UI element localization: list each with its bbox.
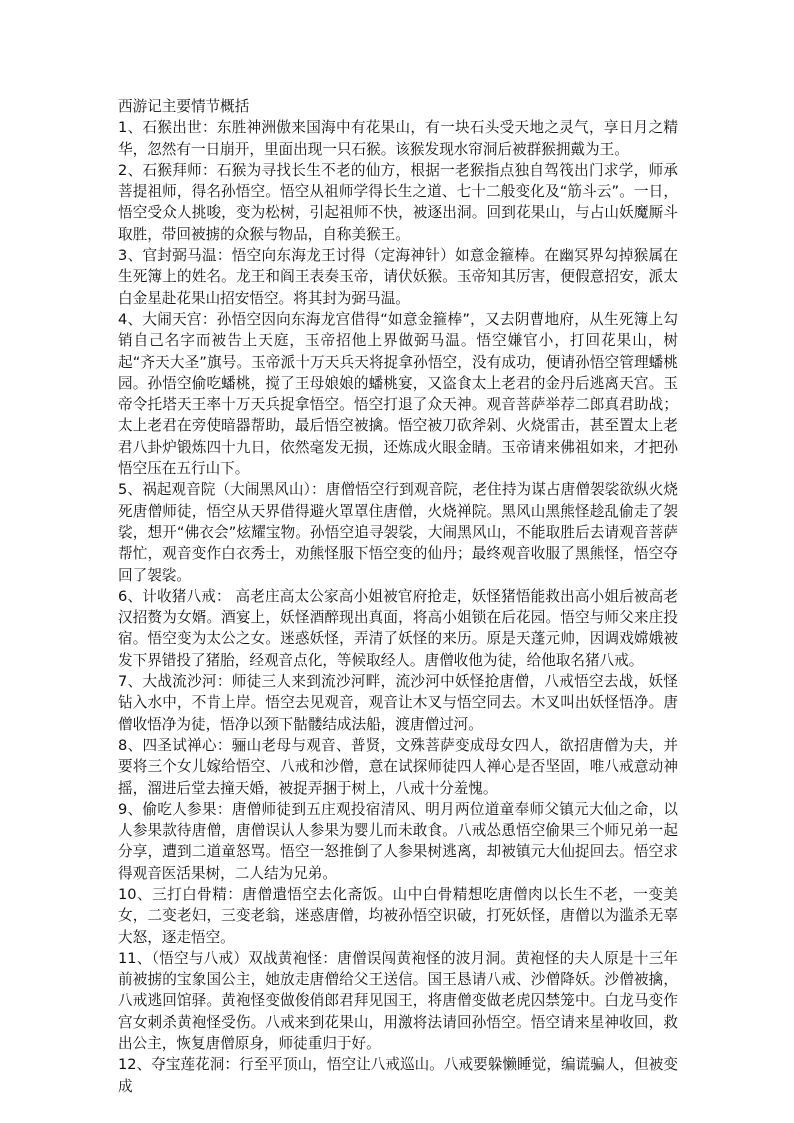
paragraph-body: 行至平顶山，悟空让八戒巡山。八戒要躲懒睡觉，编谎骗人，但被变成 [118,1056,678,1095]
paragraph-5 [118,479,678,585]
paragraph-7 [118,671,678,735]
paragraph-body: 石猴为寻找长生不老的仙方，根据一老猴指点独自驾筏出门求学，师承菩提祖师，得名孙悟空。悟空从祖师学得长生之道、七十二般变化及“筋斗云”。一日，悟空受众人挑唆，变为松树，引起祖师不快，被逐出洞。回到花果山，与占山妖魔厮斗取胜，带回被掳的众猴与物品，自称美猴王。 [118,161,678,243]
paragraph-number: 4、 [118,310,143,328]
paragraph-heading: 石猴拜师： [142,161,217,179]
paragraph-heading: 官封弼马温： [142,247,232,265]
paragraph-8 [118,735,678,799]
paragraph-body: 唐僧悟空行到观音院，老住持为谋占唐僧袈裟欲纵火烧死唐僧师徒，悟空从天界借得避火罩罩住唐僧，火烧禅院。黑风山黑熊怪趁乱偷走了袈裟，想开“佛衣会”炫耀宝物。孙悟空追寻袈裟，大闹黑风山，不能取胜后去请观音菩萨帮忙，观音变作白衣秀士，劝熊怪服下悟空变的仙丹；最终观音收服了黑熊怪，悟空夺回了袈裟。 [118,481,678,584]
paragraph-heading: 计收猪八戒： [142,587,231,605]
paragraph-number: 5、 [118,481,143,499]
paragraph-heading: 夺宝莲花洞： [151,1056,240,1074]
paragraph-body: 骊山老母与观音、普贤，文殊菩萨变成母女四人，欲招唐僧为夫，并要将三个女儿嫁给悟空、八戒和沙僧，意在试探师徒四人禅心是否坚固，唯八戒意动神摇，溜进后堂去撞天婚，被捉弄捆于树上，八戒十分羞愧。 [118,736,678,797]
paragraph-heading: 四圣试禅心： [142,736,232,754]
paragraph-body: 唐僧误闯黄袍怪的波月洞。黄袍怪的夫人原是十三年前被掳的宝象国公主，她放走唐僧给父王送信。国王恳请八戒、沙僧降妖。沙僧被擒，八戒逃回馆驿。黄袍怪变做俊俏郎君拜见国王，将唐僧变做老虎囚禁笼中。白龙马变作宫女刺杀黄袍怪受伤。八戒来到花果山，用激将法请回孙悟空。悟空请来星神收回，救出公主，恢复唐僧原身，师徒重归于好。 [118,949,678,1053]
paragraph-4 [118,309,678,479]
paragraph-number: 9、 [118,800,143,818]
paragraph-6 [118,586,678,671]
paragraph-body: 唐僧遣悟空去化斋饭。山中白骨精想吃唐僧肉以长生不老，一变美女，二变老妇，三变老翁，迷惑唐僧，均被孙悟空识破，打死妖怪，唐僧以为滥杀无辜大怒，逐走悟空。 [118,885,678,946]
document-title: 西游记主要情节概括 [118,98,250,115]
paragraph-heading: （悟空与八戒）双战黄袍怪： [151,949,338,967]
paragraph-heading: 祸起观音院（大闹黑风山）： [142,481,326,499]
paragraph-number: 10、 [118,885,153,903]
paragraph-3 [118,245,678,309]
paragraph-body: 孙悟空因向东海龙宫借得“如意金箍棒”，又去阴曹地府，从生死簿上勾销自己名字而被告上天庭，玉帝招他上界做弼马温。悟空嫌官小，打回花果山，树起“齐天大圣”旗号。玉帝派十万天兵天将捉拿孙悟空，没有成功，便请孙悟空管理蟠桃园。孙悟空偷吃蟠桃，搅了王母娘娘的蟠桃宴，又盗食太上老君的金丹后逃离天宫。玉帝令托塔天王率十万天兵捉拿悟空。悟空打退了众天神。观音菩萨举荐二郎真君助战；太上老君在旁使暗器帮助，最后悟空被擒。悟空被刀砍斧剁、火烧雷击，甚至置太上老君八卦炉锻炼四十九日，依然毫发无损，还炼成火眼金睛。玉帝请来佛祖如来，才把孙悟空压在五行山下。 [118,310,678,478]
paragraph-body: 东胜神洲傲来国海中有花果山，有一块石头受天地之灵气，享日月之精华，忽然有一日崩开，里面出现一只石猴。该猴发现水帘洞后被群猴拥戴为王。 [118,119,678,158]
paragraph-10 [118,884,678,948]
paragraph-2 [118,160,678,245]
paragraph-heading: 大战流沙河： [142,673,232,691]
paragraph-body: 唐僧师徒到五庄观投宿清风、明月两位道童奉师父镇元大仙之命，以人参果款待唐僧，唐僧误认人参果为婴儿而未敢食。八戒怂恿悟空偷果三个师兄弟一起分享，遭到二道童怒骂。悟空一怒推倒了人参果树逃离，却被镇元大仙捉回去。悟空求得观音医活果树，二人结为兄弟。 [118,800,678,882]
paragraph-11 [118,948,678,1054]
paragraph-body: 高老庄高太公家高小姐被官府抢走，妖怪猪悟能救出高小姐后被高老汉招赘为女婿。酒宴上，妖怪酒醉现出真面，将高小姐锁在后花园。悟空与师父来庄投宿。悟空变为太公之女。迷惑妖怪，弄清了妖怪的来历。原是天蓬元帅，因调戏嫦娥被发下界错投了猪胎，经观音点化，等候取经人。唐僧收他为徒，给他取名猪八戒。 [118,587,678,669]
paragraph-number: 2、 [118,161,143,179]
document-page [118,96,678,1097]
paragraph-9 [118,799,678,884]
paragraph-number: 6、 [118,587,143,605]
paragraph-1 [118,117,678,160]
paragraph-number: 3、 [118,247,143,265]
paragraph-heading: 大闹天宫： [142,310,217,328]
paragraph-heading: 三打白骨精： [152,885,243,903]
paragraph-number: 8、 [118,736,143,754]
paragraph-12 [118,1054,678,1097]
paragraph-number: 12、 [118,1056,152,1074]
paragraph-body: 悟空向东海龙王讨得（定海神针）如意金箍棒。在幽冥界勾掉猴属在生死簿上的姓名。龙王和阎王表奏玉帝，请伏妖猴。玉帝知其厉害，便假意招安，派太白金星赴花果山招安悟空。将其封为弼马温。 [118,247,678,307]
paragraph-number: 1、 [118,119,143,137]
paragraph-heading: 石猴出世： [142,119,217,137]
paragraph-number: 7、 [118,673,143,691]
paragraph-number: 11、 [118,949,152,967]
paragraph-body: 师徒三人来到流沙河畔，流沙河中妖怪抢唐僧，八戒悟空去战，妖怪钻入水中，不肯上岸。悟空去见观音，观音让木叉与悟空同去。木叉叫出妖怪悟净。唐僧收悟净为徒，悟净以颈下骷髅结成法船，渡唐僧过河。 [118,673,678,733]
paragraph-heading: 偷吃人参果： [142,800,232,818]
